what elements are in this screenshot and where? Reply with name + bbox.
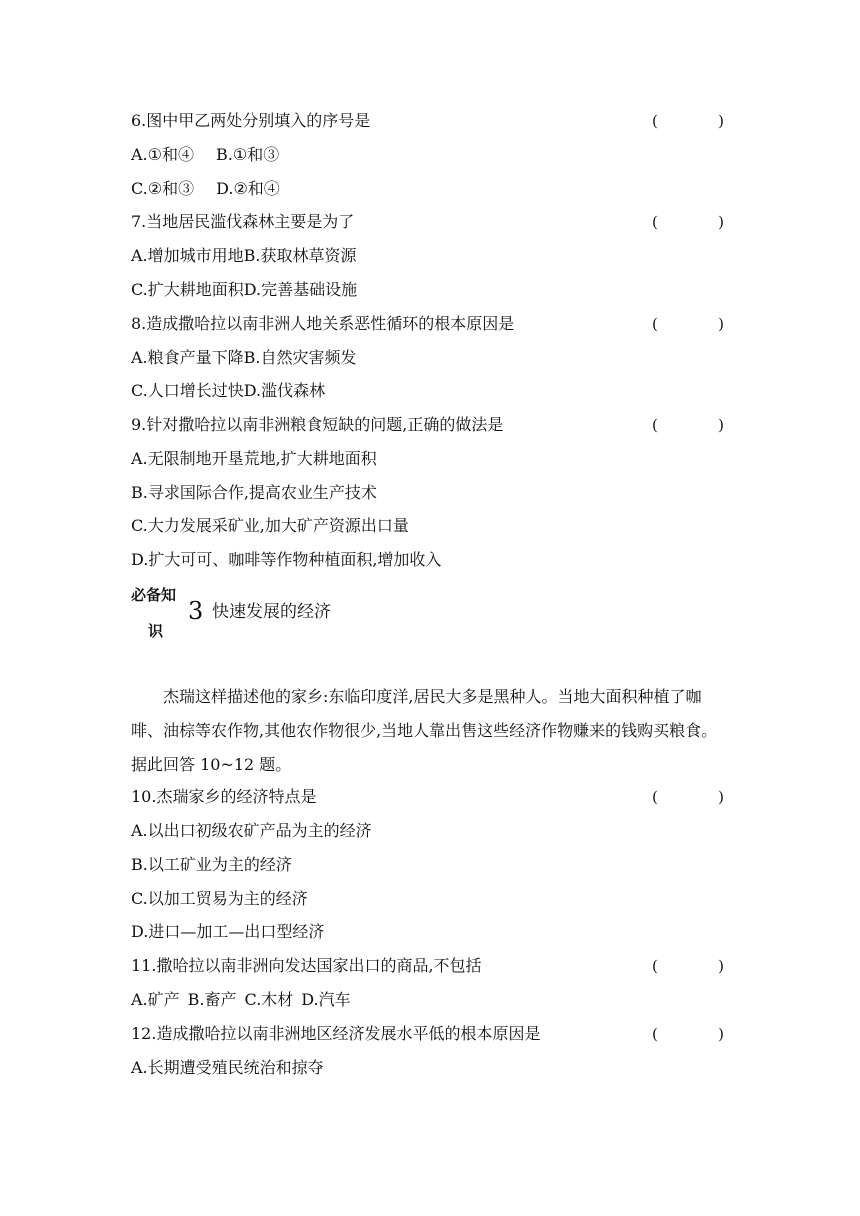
paren-close: ) (718, 315, 724, 333)
answer-blank-12 (652, 1024, 724, 1044)
paren-open: ( (652, 416, 658, 434)
paren-close: ) (718, 416, 724, 434)
question-6-options-cd (131, 179, 280, 199)
paren-close: ) (718, 957, 724, 975)
question-11-options (131, 990, 351, 1010)
question-10-stem: 10.杰瑞家乡的经济特点是 (131, 787, 317, 806)
question-9-option-c: C.大力发展采矿业,加大矿产资源出口量 (131, 516, 409, 535)
option-a: A.①和④ (131, 145, 194, 164)
question-9-option-a: A.无限制地开垦荒地,扩大耕地面积 (131, 449, 377, 468)
question-7-stem: 7.当地居民滥伐森林主要是为了 (131, 212, 355, 231)
paren-open: ( (652, 1025, 658, 1043)
paren-open: ( (652, 315, 658, 333)
question-7-options-ab: A.增加城市用地B.获取林草资源 (131, 246, 357, 265)
question-10-option-d: D.进口—加工—出口型经济 (131, 922, 325, 941)
question-6-stem: 6.图中甲乙两处分别填入的序号是 (131, 111, 371, 130)
section-title: 快速发展的经济 (212, 602, 331, 622)
option-d: D.②和④ (216, 179, 280, 198)
paren-open: ( (652, 788, 658, 806)
option-b: B.畜产 (187, 990, 237, 1009)
question-9-option-d: D.扩大可可、咖啡等作物种植面积,增加收入 (131, 550, 442, 569)
question-10-option-a: A.以出口初级农矿产品为主的经济 (131, 821, 372, 840)
option-b: B.①和③ (216, 145, 280, 164)
question-8-stem: 8.造成撒哈拉以南非洲人地关系恶性循环的根本原因是 (131, 314, 515, 333)
section-number: 3 (188, 597, 204, 625)
question-6-options-ab (131, 145, 279, 165)
question-12-option-a: A.长期遭受殖民统治和掠夺 (131, 1058, 324, 1077)
paren-open: ( (652, 213, 658, 231)
answer-blank-6 (652, 111, 724, 131)
question-7-options-cd: C.扩大耕地面积D.完善基础设施 (131, 280, 358, 299)
question-8-options-cd: C.人口增长过快D.滥伐森林 (131, 381, 326, 400)
paren-open: ( (652, 957, 658, 975)
question-9-stem: 9.针对撒哈拉以南非洲粮食短缺的问题,正确的做法是 (131, 415, 504, 434)
question-8-options-ab: A.粮食产量下降B.自然灾害频发 (131, 348, 357, 367)
answer-blank-10 (652, 787, 724, 807)
reading-passage: 杰瑞这样描述他的家乡:东临印度洋,居民大多是黑种人。当地大面积种植了咖啡、油棕等农作物,其他农作物很少,当地人靠出售这些经济作物赚来的钱购买粮食。据此回答 10~12 题。 (131, 687, 718, 774)
option-a: A.矿产 (131, 990, 180, 1009)
question-10-option-b: B.以工矿业为主的经济 (131, 855, 292, 874)
answer-blank-11 (652, 956, 724, 976)
paren-open: ( (652, 112, 658, 130)
answer-blank-8 (652, 314, 724, 334)
option-d: D.汽车 (301, 990, 351, 1009)
option-c: C.木材 (244, 990, 294, 1009)
answer-blank-7 (652, 212, 724, 232)
option-c: C.②和③ (131, 179, 195, 198)
answer-blank-9 (652, 415, 724, 435)
question-10-option-c: C.以加工贸易为主的经济 (131, 889, 308, 908)
question-9-option-b: B.寻求国际合作,提高农业生产技术 (131, 483, 377, 502)
question-12-stem: 12.造成撒哈拉以南非洲地区经济发展水平低的根本原因是 (131, 1024, 541, 1043)
question-11-stem: 11.撒哈拉以南非洲向发达国家出口的商品,不包括 (131, 956, 482, 975)
paren-close: ) (718, 112, 724, 130)
paren-close: ) (718, 1025, 724, 1043)
section-tag-line2: 识 (148, 622, 164, 640)
paren-close: ) (718, 788, 724, 806)
paren-close: ) (718, 213, 724, 231)
section-tag-line1: 必备知 (131, 586, 177, 604)
